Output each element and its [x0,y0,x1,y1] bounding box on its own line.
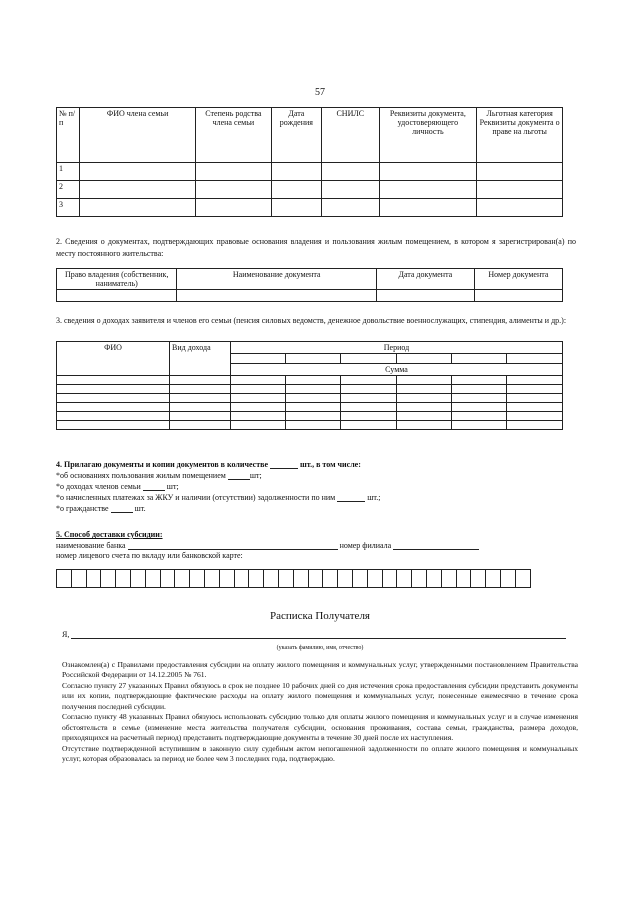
col-benefit-category: Льготная категория Реквизиты документа о праве на льготы [477,108,563,163]
digit-cell[interactable] [145,569,161,588]
digit-cell[interactable] [189,569,205,588]
table-row [57,421,563,430]
paragraph: Согласно пункту 27 указанных Правил обязуюсь в срок не позднее 10 рабочих дней со дня истечения срока предоставления субсидии представить документы или их копии, подтверждающие фактические расходы на оплату жилого помещения и коммунальных услуг, понесенные ежемесячно в течение срока получения последней субсидии. [62,680,578,711]
recipient-name-field[interactable] [71,630,566,639]
digit-cell[interactable] [115,569,131,588]
table-row [57,290,563,302]
row-number: 3 [57,199,80,217]
table-row [57,385,563,394]
cell[interactable] [477,199,563,217]
cell[interactable] [477,181,563,199]
cell[interactable] [271,181,321,199]
section-4-text: 4. Прилагаю документы и копии документов в количестве [56,460,268,469]
digit-cell[interactable] [174,569,190,588]
digit-cell[interactable] [293,569,309,588]
receipt-title: Расписка Получателя [269,610,370,622]
col-full-name: ФИО члена семьи [80,108,196,163]
digit-cell[interactable] [485,569,501,588]
col-snils: СНИЛС [322,108,379,163]
digit-cell[interactable] [56,569,72,588]
table-row [57,163,563,181]
name-hint: (указать фамилию, имя, отчество) [276,645,364,651]
paragraph: Согласно пункту 48 указанных Правил обязуюсь использовать субсидию только для оплаты жилого помещения и коммунальных услуг и в случае изменения обстоятельств в семье (изменение места жительства получателя субсидии, основания проживания, состава семьи, гражданства, размера доходов, приходящихся на расчетный период) представить подтверждающие документы в течение 30 дней после их наступления. [62,712,578,743]
cell[interactable] [196,163,272,181]
cell[interactable] [477,163,563,181]
digit-cell[interactable] [411,569,427,588]
housing-documents-table [56,268,563,302]
item-payment-docs: *о начисленных платежах за ЖКУ и наличии (отсутствии) задолженности по ним [56,493,336,502]
table-row [57,403,563,412]
col-birth-date: Дата рождения [271,108,321,163]
cell[interactable] [322,163,379,181]
section-4-suffix: шт., в том числе: [300,460,361,469]
digit-cell[interactable] [278,569,294,588]
digit-cell[interactable] [71,569,87,588]
income-docs-count[interactable] [143,482,165,491]
col-id-document: Реквизиты документа, удостоверяющего личность [379,108,477,163]
cell[interactable] [322,181,379,199]
col-income-type: Вид дохода [170,342,231,376]
col-number: № п/п [57,108,80,163]
digit-cell[interactable] [441,569,457,588]
section-4 [56,460,381,513]
digit-cell[interactable] [352,569,368,588]
item-unit: шт; [249,471,262,480]
item-unit: шт; [166,482,179,491]
cell[interactable] [196,199,272,217]
cell[interactable] [271,199,321,217]
col-period: Период [231,342,563,354]
bank-label: наименование банка [56,541,126,550]
recipient-name-line [62,630,574,639]
branch-label: номер филиала [339,541,392,550]
section-2-text: 2. Сведения о документах, подтверждающих правовые основания владения и пользования жилым помещением, в котором я зарегистрирован(а) по месту постоянного жительства: [56,237,576,258]
col-ownership: Право владения (собственник, наниматель) [57,269,177,290]
digit-cell[interactable] [337,569,353,588]
table-header-row [57,108,563,163]
section-5 [56,530,576,560]
cell[interactable] [196,181,272,199]
table-row [57,181,563,199]
family-members-table [56,107,563,217]
digit-cell[interactable] [86,569,102,588]
bank-name-field[interactable] [128,541,338,550]
cell[interactable] [379,163,477,181]
digit-cell[interactable] [308,569,324,588]
section-5-title: 5. Способ доставки субсидии: [56,530,163,539]
cell[interactable] [177,290,377,302]
col-doc-name: Наименование документа [177,269,377,290]
total-count-field[interactable] [270,460,298,469]
item-unit: шт.; [367,493,381,502]
digit-cell[interactable] [234,569,250,588]
i-label: Я, [62,630,70,639]
digit-cell[interactable] [367,569,383,588]
digit-cell[interactable] [426,569,442,588]
row-number: 2 [57,181,80,199]
col-amount: Сумма [231,364,563,376]
table-row [57,412,563,421]
col-doc-number: Номер документа [474,269,562,290]
digit-cell[interactable] [322,569,338,588]
housing-docs-count[interactable] [228,471,250,480]
account-number-cells [56,569,530,588]
digit-cell[interactable] [382,569,398,588]
cell[interactable] [57,290,177,302]
section-3-text: 3. сведения о доходах заявителя и членов его семьи (пенсия силовых ведомств, денежное довольствие военнослужащих, стипендия, алименты и др.): [56,316,567,325]
col-doc-date: Дата документа [376,269,474,290]
cell[interactable] [80,163,196,181]
cell[interactable] [80,181,196,199]
cell[interactable] [376,290,474,302]
digit-cell[interactable] [160,569,176,588]
payment-docs-count[interactable] [337,493,365,502]
item-unit: шт. [134,504,146,513]
digit-cell[interactable] [396,569,412,588]
receipt-paragraphs [62,660,578,765]
table-row [57,376,563,385]
digit-cell[interactable] [248,569,264,588]
digit-cell[interactable] [500,569,516,588]
col-fio: ФИО [57,342,170,376]
paragraph: Отсутствие подтвержденной вступившим в законную силу судебным актом непогашенной задолженности по оплате жилого помещения и коммунальных услуг, которая образовалась за период не более чем 3 последних года, подтверждаю. [62,743,578,764]
col-relation: Степень родства члена семьи [196,108,272,163]
item-housing-docs: *об основаниях пользования жилым помещением [56,471,226,480]
digit-cell[interactable] [130,569,146,588]
item-citizenship-docs: *о гражданстве [56,504,109,513]
page-number: 57 [315,87,325,98]
row-number: 1 [57,163,80,181]
digit-cell[interactable] [470,569,486,588]
cell[interactable] [474,290,562,302]
digit-cell[interactable] [456,569,472,588]
item-income-docs: *о доходах членов семьи [56,482,141,491]
paragraph: Ознакомлен(а) с Правилами предоставления субсидии на оплату жилого помещения и коммунальных услуг, утвержденными постановлением Правительства Российской Федерации от 14.12.2005 № 761. [62,660,578,680]
digit-cell[interactable] [515,569,531,588]
account-label: номер лицевого счета по вкладу или банковской карте: [56,551,243,560]
cell[interactable] [271,163,321,181]
cell[interactable] [322,199,379,217]
cell[interactable] [80,199,196,217]
cell[interactable] [379,199,477,217]
citizenship-docs-count[interactable] [111,504,133,513]
digit-cell[interactable] [219,569,235,588]
table-row [57,199,563,217]
table-row [57,394,563,403]
income-table [56,341,563,430]
digit-cell[interactable] [100,569,116,588]
cell[interactable] [379,181,477,199]
digit-cell[interactable] [204,569,220,588]
branch-number-field[interactable] [393,541,479,550]
digit-cell[interactable] [263,569,279,588]
